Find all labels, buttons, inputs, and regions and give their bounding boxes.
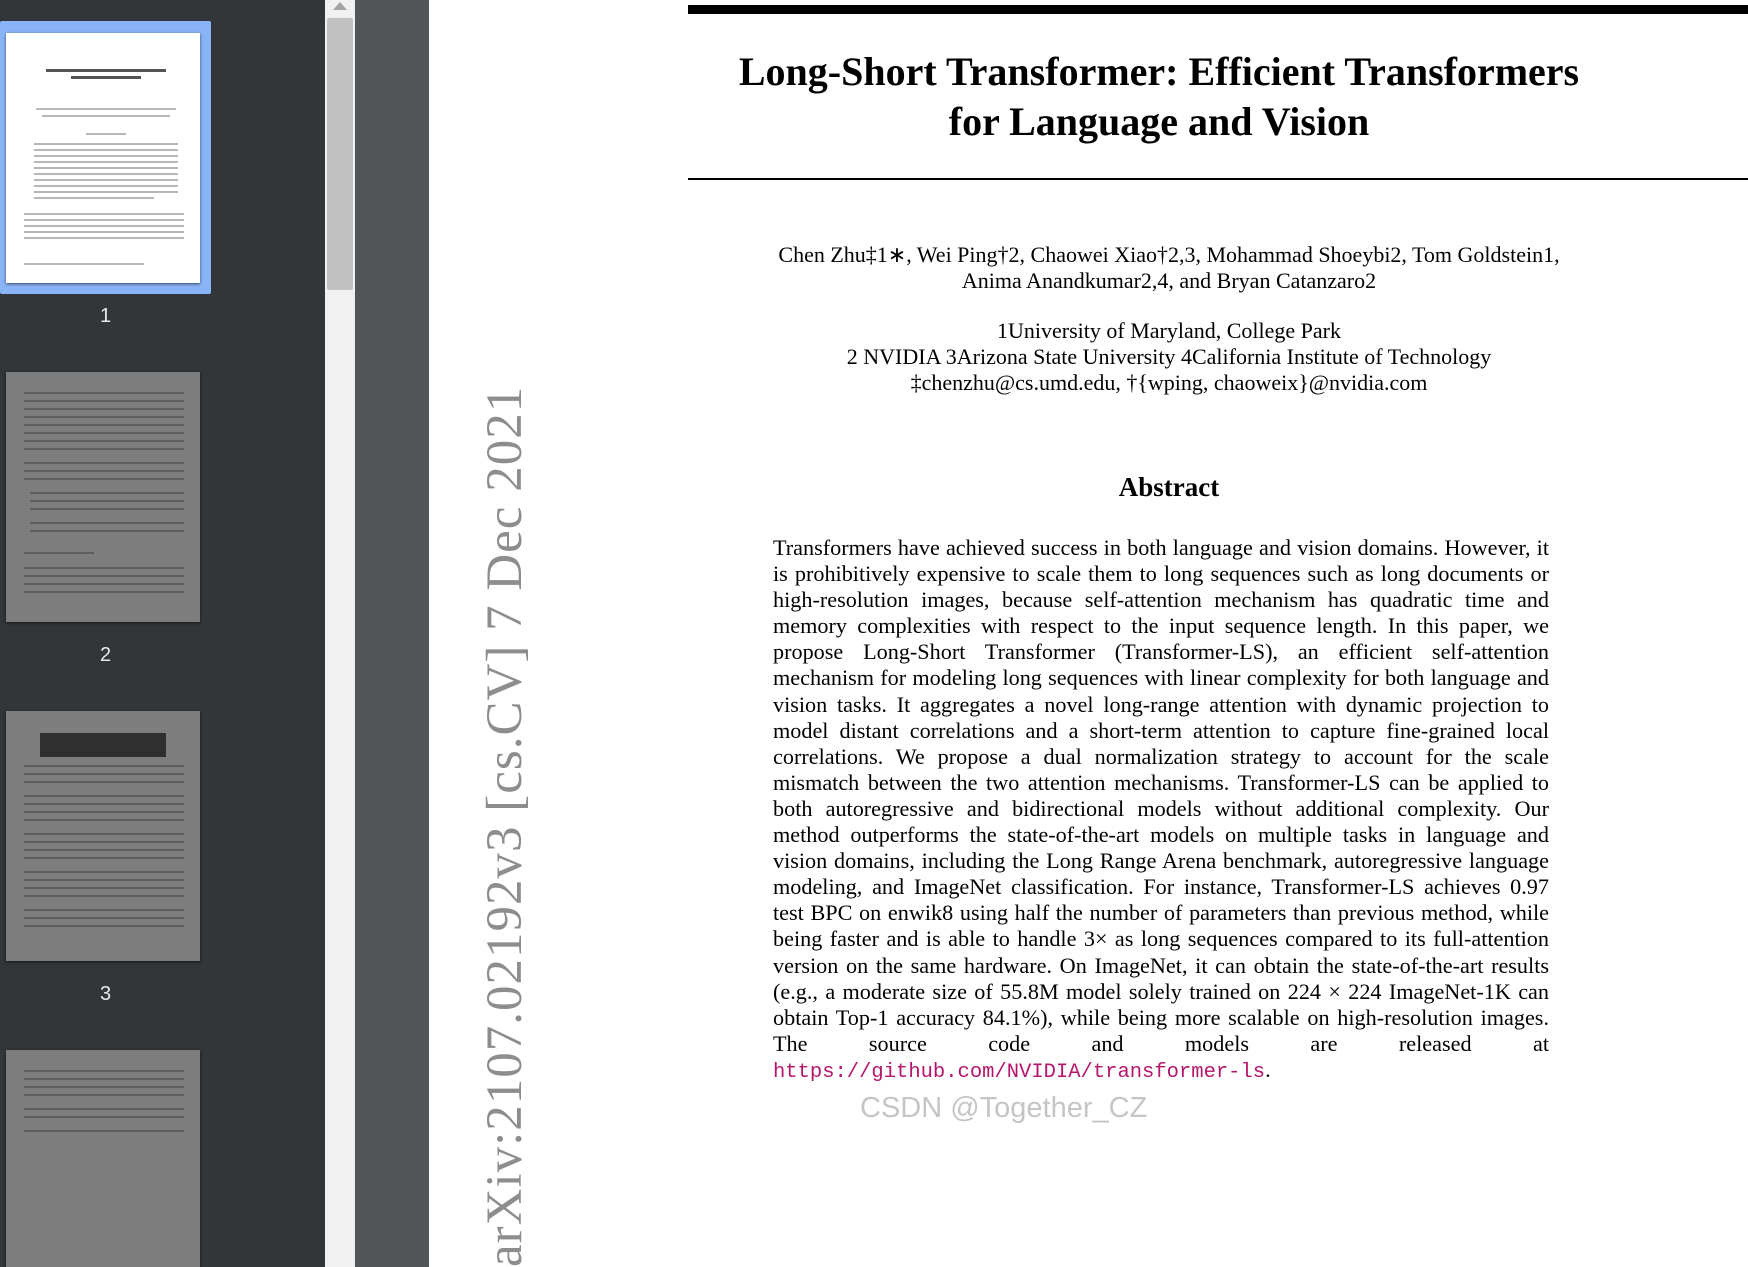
csdn-watermark: CSDN @Together_CZ xyxy=(860,1092,1148,1124)
title-line-2: for Language and Vision xyxy=(948,99,1370,144)
page-thumbnail-3[interactable] xyxy=(6,711,200,961)
abstract-heading: Abstract xyxy=(1118,472,1220,502)
scroll-up-arrow-icon[interactable] xyxy=(333,2,347,10)
title-line-1: Long-Short Transformer: Efficient Transformers xyxy=(738,49,1580,94)
pdf-page xyxy=(429,0,1748,1267)
arxiv-identifier: arXiv:2107.02192v3 [cs.CV] 7 Dec 2021 xyxy=(477,385,533,1267)
title-rule-bottom xyxy=(688,178,1748,180)
authors-line-1: Chen Zhu‡1∗, Wei Ping†2, Chaowei Xiao†2,3, Mohammad Shoeybi2, Tom Goldstein1, xyxy=(778,242,1560,267)
abstract-text: Transformers have achieved success in both language and vision domains. However, it is prohibitively expensive to scale them to long sequences such as long documents or high-resolution images, because self-attention mechanism has quadratic time and memory complexities with respect to the input sequence length. In this paper, we propose Long-Short Transformer (Transformer-LS), an efficient self-attention mechanism for modeling long sequences with linear complexity for both language and vision tasks. It aggregates a novel long-range attention with dynamic projection to model distant correlations and a short-term attention to capture fine-grained local correlations. We propose a dual normalization strategy to account for the scale mismatch between the two attention mechanisms. Transformer-LS can be applied to both autoregressive and bidirectional models without additional complexity. Our method outperforms the state-of-the-art models on multiple tasks in language and vision domains, including the Long Range Arena benchmark, autoregressive language modeling, and ImageNet classification. For instance, Transformer-LS achieves 0.97 test BPC on enwik8 using half the number of parameters than previous method, while being faster and is able to handle 3× as long sequences compared to its full-attention version on the same hardware. On ImageNet, it can obtain the state-of-the-art results (e.g., a moderate size of 55.8M model solely trained on 224 × 224 ImageNet-1K can obtain Top-1 accuracy 84.1%), while being more scalable on high-resolution images. The source code and models are released at xyxy=(773,535,1549,1056)
affiliation-line-2: 2 NVIDIA 3Arizona State University 4California Institute of Technology xyxy=(846,344,1492,369)
page-thumbnail-2[interactable] xyxy=(6,372,200,622)
page-thumbnail-4[interactable] xyxy=(6,1050,200,1267)
affiliation-line-1: 1University of Maryland, College Park xyxy=(997,318,1341,343)
thumbnail-number-3: 3 xyxy=(99,983,112,1005)
affiliation-line-3: ‡chenzhu@cs.umd.edu, †{wping, chaoweix}@nvidia.com xyxy=(910,370,1428,395)
viewer-background xyxy=(355,0,429,1267)
title-rule-top xyxy=(688,5,1748,14)
scrollbar-thumb[interactable] xyxy=(327,18,353,290)
abstract-body xyxy=(773,535,1549,1086)
thumbnail-sidebar xyxy=(0,0,325,1267)
thumbnail-number-2: 2 xyxy=(99,644,112,666)
authors-line-2: Anima Anandkumar2,4, and Bryan Catanzaro2 xyxy=(961,268,1377,293)
paper-title xyxy=(719,47,1599,147)
abstract-end: . xyxy=(1265,1056,1271,1082)
source-code-link[interactable]: https://github.com/NVIDIA/transformer-ls xyxy=(773,1060,1266,1084)
page-thumbnail-1[interactable] xyxy=(6,33,200,283)
sidebar-scrollbar[interactable] xyxy=(325,0,355,1267)
thumbnail-number-1: 1 xyxy=(99,305,112,327)
